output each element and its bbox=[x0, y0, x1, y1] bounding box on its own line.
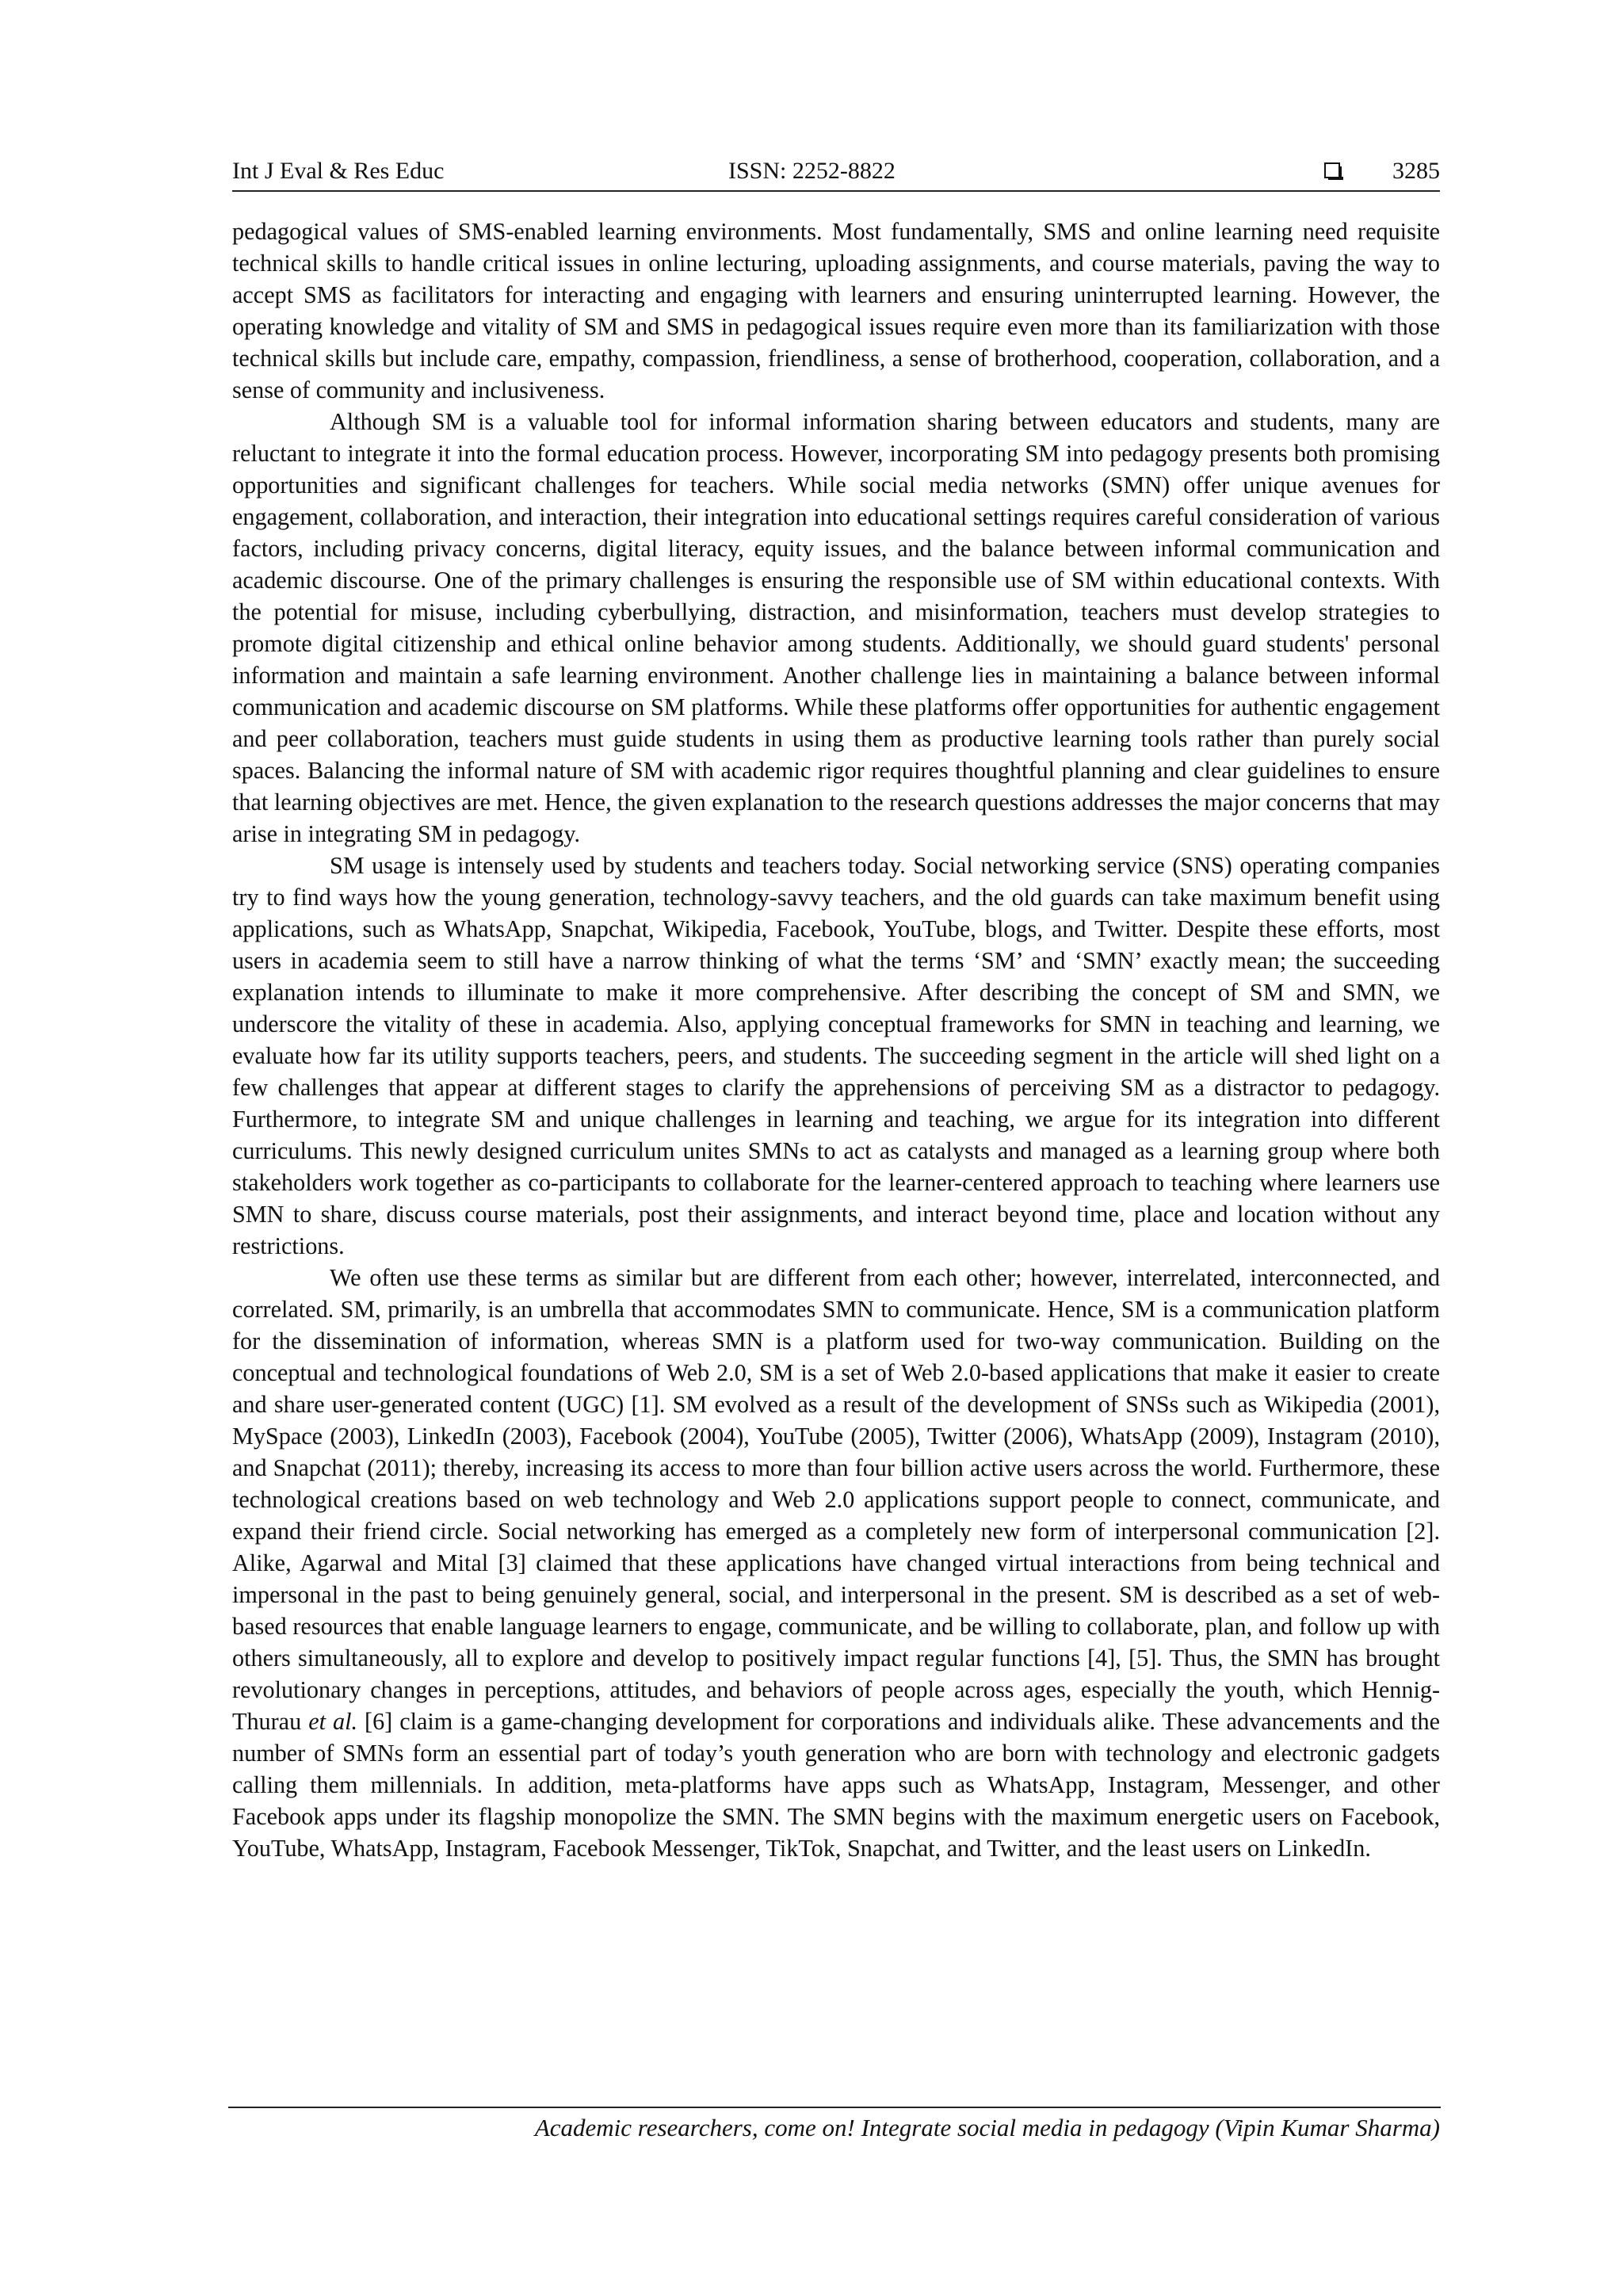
paragraph-4 bbox=[232, 1262, 1440, 1864]
running-footer: Academic researchers, come on! Integrate social media in pedagogy (Vipin Kumar Sharma) bbox=[534, 2114, 1440, 2141]
paragraph-1: pedagogical values of SMS-enabled learning environments. Most fundamentally, SMS and online learning need requisite technical skills to handle critical issues in online lecturing, uploading assignments, and course materials, paving the way to accept SMS as facilitators for interacting and engaging with learners and ensuring uninterrupted learning. However, the operating knowledge and vitality of SM and SMS in pedagogical issues require even more than its familiarization with those technical skills but include care, empathy, compassion, friendliness, a sense of brotherhood, cooperation, collaboration, and a sense of community and inclusiveness. bbox=[232, 218, 1440, 403]
paragraph-3: SM usage is intensely used by students and teachers today. Social networking service (SNS) operating companies try to find ways how the young generation, technology-savvy teachers, and the old guards can take maximum benefit using applications, such as WhatsApp, Snapchat, Wikipedia, Facebook, YouTube, blogs, and Twitter. Despite these efforts, most users in academia seem to still have a narrow thinking of what the terms ‘SM’ and ‘SMN’ exactly mean; the succeeding explanation intends to illuminate to make it more comprehensive. After describing the concept of SM and SMN, we underscore the vitality of these in academia. Also, applying conceptual frameworks for SMN in teaching and learning, we evaluate how far its utility supports teachers, peers, and students. The succeeding segment in the article will shed light on a few challenges that appear at different stages to clarify the apprehensions of perceiving SM as a distractor to pedagogy. Furthermore, to integrate SM and unique challenges in learning and teaching, we argue for its integration into different curriculums. This newly designed curriculum unites SMNs to act as catalysts and managed as a learning group where both stakeholders work together as co-participants to collaborate for the learner-centered approach to teaching where learners use SMN to share, discuss course materials, post their assignments, and interact beyond time, place and location without any restrictions. bbox=[232, 852, 1440, 1259]
checkbox-square-icon bbox=[1324, 162, 1340, 178]
journal-name: Int J Eval & Res Educ bbox=[232, 158, 445, 184]
et-al-italic: et al. bbox=[308, 1708, 358, 1735]
issn-label: ISSN: 2252-8822 bbox=[728, 158, 896, 184]
paragraph-4-part-1: We often use these terms as similar but are different from each other; however, interrelated, interconnected, and correlated. SM, primarily, is an umbrella that accommodates SMN to communicate. Hence, SM is a communication platform for the dissemination of information, whereas SMN is a platform used for two-way communication. Building on the conceptual and technological foundations of Web 2.0, SM is a set of Web 2.0-based applications that make it easier to create and share user-generated content (UGC) [1]. SM evolved as a result of the development of SNSs such as Wikipedia (2001), MySpace (2003), LinkedIn (2003), Facebook (2004), YouTube (2005), Twitter (2006), WhatsApp (2009), Instagram (2010), and Snapchat (2011); thereby, increasing its access to more than four billion active users across the world. Furthermore, these technological creations based on web technology and Web 2.0 applications support people to connect, communicate, and expand their friend circle. Social networking has emerged as a completely new form of interpersonal communication [2]. Alike, Agarwal and Mital [3] claimed that these applications have changed virtual interactions from being technical and impersonal in the past to being genuinely general, social, and interpersonal in the present. SM is described as a set of web-based resources that enable language learners to engage, communicate, and be willing to collaborate, plan, and follow up with others simultaneously, all to explore and develop to positively impact regular functions [4], [5]. Thus, the SMN has brought revolutionary changes in perceptions, attitudes, and behaviors of people across ages, especially the youth, which Hennig-Thurau bbox=[232, 1264, 1440, 1735]
paragraph-4-part-2: [6] claim is a game-changing development for corporations and individuals alike. These advancements and the number of SMNs form an essential part of today’s youth generation who are born with technology and electronic gadgets calling them millennials. In addition, meta-platforms have apps such as WhatsApp, Instagram, Messenger, and other Facebook apps under its flagship monopolize the SMN. The SMN begins with the maximum energetic users on Facebook, YouTube, WhatsApp, Instagram, Facebook Messenger, TikTok, Snapchat, and Twitter, and the least users on LinkedIn. bbox=[232, 1708, 1440, 1862]
paragraph-2: Although SM is a valuable tool for informal information sharing between educators and students, many are reluctant to integrate it into the formal education process. However, incorporating SM into pedagogy presents both promising opportunities and significant challenges for teachers. While social media networks (SMN) offer unique avenues for engagement, collaboration, and interaction, their integration into educational settings requires careful consideration of various factors, including privacy concerns, digital literacy, equity issues, and the balance between informal communication and academic discourse. One of the primary challenges is ensuring the responsible use of SM within educational contexts. With the potential for misuse, including cyberbullying, distraction, and misinformation, teachers must develop strategies to promote digital citizenship and ethical online behavior among students. Additionally, we should guard students' personal information and maintain a safe learning environment. Another challenge lies in maintaining a balance between informal communication and academic discourse on SM platforms. While these platforms offer opportunities for authentic engagement and peer collaboration, teachers must guide students in using them as productive learning tools rather than purely social spaces. Balancing the informal nature of SM with academic rigor requires thoughtful planning and clear guidelines to ensure that learning objectives are met. Hence, the given explanation to the research questions addresses the major concerns that may arise in integrating SM in pedagogy. bbox=[232, 408, 1440, 847]
footer-divider bbox=[228, 2107, 1441, 2108]
page-number: 3285 bbox=[1392, 158, 1440, 184]
page-header bbox=[232, 155, 1440, 192]
article-body bbox=[232, 216, 1440, 1864]
